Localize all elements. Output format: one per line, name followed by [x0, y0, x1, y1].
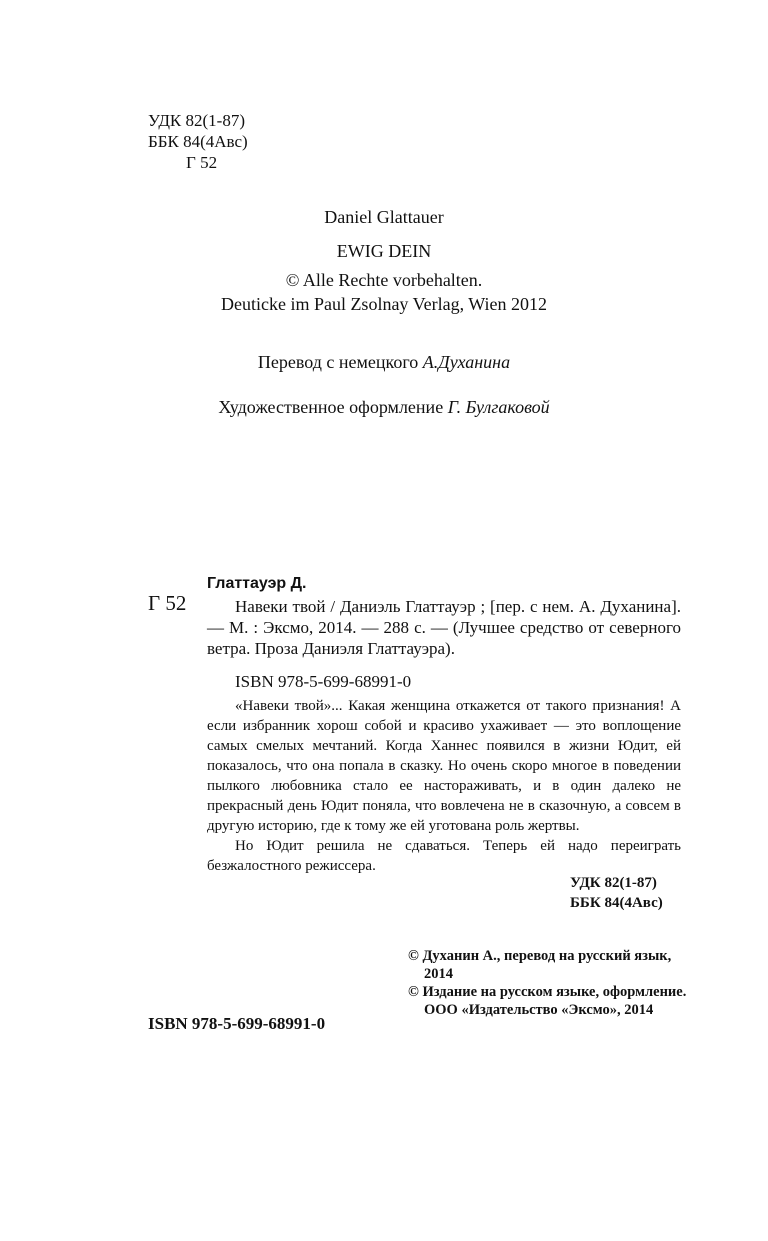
bibliographic-record: [207, 573, 681, 692]
translation-label: Перевод с немецкого: [257, 352, 419, 372]
author-sign: Г 52: [186, 153, 218, 172]
original-rights: [0, 268, 768, 316]
bibliography-author: Глаттауэр Д.: [207, 575, 307, 592]
original-author: Daniel Glattauer: [324, 207, 444, 227]
translator-name: А.Духанина: [422, 352, 511, 372]
rights-notice: © Alle Rechte vorbehalten.: [285, 270, 483, 290]
designer-name: Г. Булгаковой: [447, 397, 550, 417]
annotation: [207, 696, 681, 876]
bibliography-isbn: ISBN 978-5-699-68991-0: [235, 672, 412, 691]
bibliography-description: Навеки твой / Даниэль Глаттауэр ; [пер. с нем. А. Духанина]. — М. : Эксмо, 2014. — 288 с. — (Лучшее средство от северного ветра. Проза Даниэля Глаттауэра).: [207, 597, 681, 658]
translation-credit: [0, 352, 768, 373]
copyright-block: [408, 947, 688, 1019]
annotation-paragraph: Но Юдит решила не сдаваться. Теперь ей надо переиграть безжалостного режиссера.: [207, 838, 681, 874]
design-credit: [0, 397, 768, 418]
annotation-paragraph: «Навеки твой»... Какая женщина откажется от такого признания! А если избранник хорош собой и красиво ухаживает — это воплощение самых смелых мечтаний. Когда Ханнес появился в жизни Юдит, ей показалось, что она попала в сказку. Но очень скоро многое в поведении пылкого любовника стало ее настораживать, и в один далеко не прекрасный день Юдит поняла, что вовлечена не в сказочную, а совсем в другую историю, где к тому же ей уготована роль жертвы.: [207, 698, 681, 834]
bibliography-code: Г 52: [148, 591, 187, 615]
isbn-bottom: ISBN 978-5-699-68991-0: [148, 1014, 326, 1033]
original-title: EWIG DEIN: [336, 241, 432, 261]
annotation-bbk: ББК 84(4Авс): [570, 895, 663, 911]
bbk-code: ББК 84(4Авс): [148, 132, 248, 151]
classification-codes: [148, 110, 248, 173]
copyright-edition: © Издание на русском языке, оформление. ООО «Издательство «Эксмо», 2014: [408, 984, 687, 1018]
copyright-translation: © Духанин А., перевод на русский язык, 2014: [408, 948, 672, 982]
annotation-codes: [570, 873, 663, 913]
udk-code: УДК 82(1-87): [148, 111, 245, 130]
original-publisher: Deuticke im Paul Zsolnay Verlag, Wien 2012: [220, 294, 548, 314]
annotation-udk: УДК 82(1-87): [570, 875, 657, 891]
design-label: Художественное оформление: [218, 397, 444, 417]
